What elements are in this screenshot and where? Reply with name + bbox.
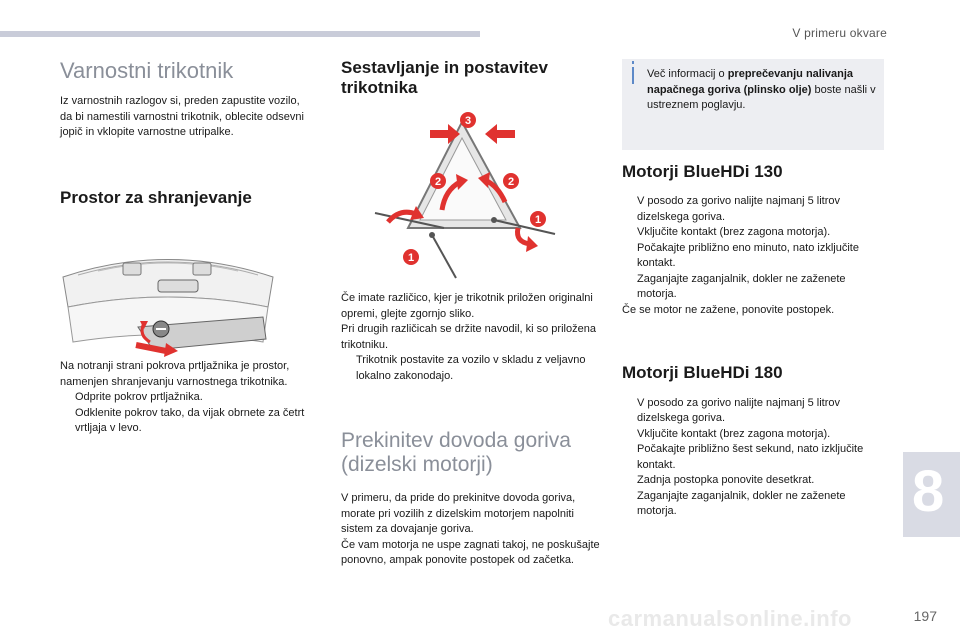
heading-storage: Prostor za shranjevanje — [60, 187, 252, 207]
info-box — [622, 59, 884, 150]
list-item: Trikotnik postavite za vozilo v skladu z veljavno lokalno zakonodajo. — [356, 354, 586, 382]
heading-fuel-interruption: Prekinitev dovoda goriva (dizelski motorji) — [341, 429, 571, 477]
list-item: Vključite kontakt (brez zagona motorja). — [637, 226, 831, 239]
svg-text:2: 2 — [507, 176, 515, 188]
assembly-text — [341, 291, 603, 569]
trunk-lid-illustration — [58, 247, 278, 357]
step-badge — [530, 211, 546, 227]
storage-text — [60, 359, 310, 437]
list-item: Odprite pokrov prtljažnika. — [75, 391, 203, 403]
fuel-paragraph-2: Če vam motorja ne uspe zagnati takoj, ne poskušajte ponovno, ampak ponovite postopek od začetka. — [341, 538, 600, 567]
column-2 — [341, 58, 601, 99]
chapter-tab: 8 — [903, 452, 960, 537]
step-badge — [503, 173, 519, 189]
storage-paragraph: Na notranji strani pokrova prtljažnika je prostor, namenjen shranjevanju varnostnega trikotnika. — [60, 360, 290, 388]
heading-bluehdi-130: Motorji BlueHDi 130 — [622, 162, 783, 181]
list-item: Zaganjajte zaganjalnik, dokler ne zaženete motorja. — [637, 272, 846, 301]
svg-text:1: 1 — [534, 214, 542, 226]
fuel-paragraph-1: V primeru, da pride do prekinitve dovoda goriva, morate pri vozilih z dizelskim motorjem napolniti sistem za dovajanje goriva. — [341, 492, 576, 536]
list-item: Vključite kontakt (brez zagona motorja). — [637, 427, 831, 440]
info-text: Več informacij o preprečevanju nalivanja napačnega goriva (plinsko olje) boste našli v ustreznem poglavju. — [647, 68, 876, 111]
page-number: 197 — [913, 608, 937, 624]
heading-safety-triangle: Varnostni trikotnik — [60, 58, 234, 83]
svg-text:3: 3 — [464, 115, 472, 127]
column-3 — [622, 162, 884, 520]
assembly-paragraph-2: Pri drugih različicah se držite navodil, ki so priložena trikotniku. — [341, 323, 596, 351]
svg-text:2: 2 — [434, 176, 442, 188]
column-1 — [60, 58, 305, 208]
header-bar — [0, 31, 480, 37]
retry-paragraph: Če se motor ne zažene, ponovite postopek. — [622, 303, 835, 316]
heading-bluehdi-180: Motorji BlueHDi 180 — [622, 363, 783, 383]
list-item: Odklenite pokrov tako, da vijak obrnete za četrt vrtljaja v levo. — [75, 406, 305, 434]
info-icon — [632, 67, 634, 84]
intro-paragraph: Iz varnostnih razlogov si, preden zapustite vozilo, da bi namestili varnostni trikotnik, oblecite odsevni jopič in vklopite varnostne utripalke. — [60, 95, 304, 139]
watermark: carmanualsonline.info — [608, 606, 852, 631]
list-item: Počakajte približno šest sekund, nato izključite kontakt. — [637, 443, 864, 471]
list-item: Počakajte približno eno minuto, nato izključite kontakt. — [637, 241, 859, 270]
list-item: Zaganjajte zaganjalnik, dokler ne zaženete motorja. — [637, 489, 846, 518]
step-badge — [403, 249, 419, 265]
list-item: Zadnja postopka ponovite desetkrat. — [637, 474, 815, 487]
svg-text:1: 1 — [407, 252, 415, 264]
list-item: V posodo za gorivo nalijte najmanj 5 litrov dizelskega goriva. — [637, 195, 841, 223]
step-badge — [430, 173, 446, 189]
section-title: V primeru okvare — [792, 26, 887, 40]
triangle-assembly-illustration — [370, 110, 560, 280]
info-icon — [632, 61, 634, 64]
heading-assembly: Sestavljanje in postavitev trikotnika — [341, 58, 548, 98]
step-badge — [460, 112, 476, 128]
assembly-paragraph-1: Če imate različico, kjer je trikotnik priložen originalni opremi, glejte zgornjo sliko. — [341, 292, 593, 320]
list-item: V posodo za gorivo nalijte najmanj 5 litrov dizelskega goriva. — [637, 396, 841, 425]
